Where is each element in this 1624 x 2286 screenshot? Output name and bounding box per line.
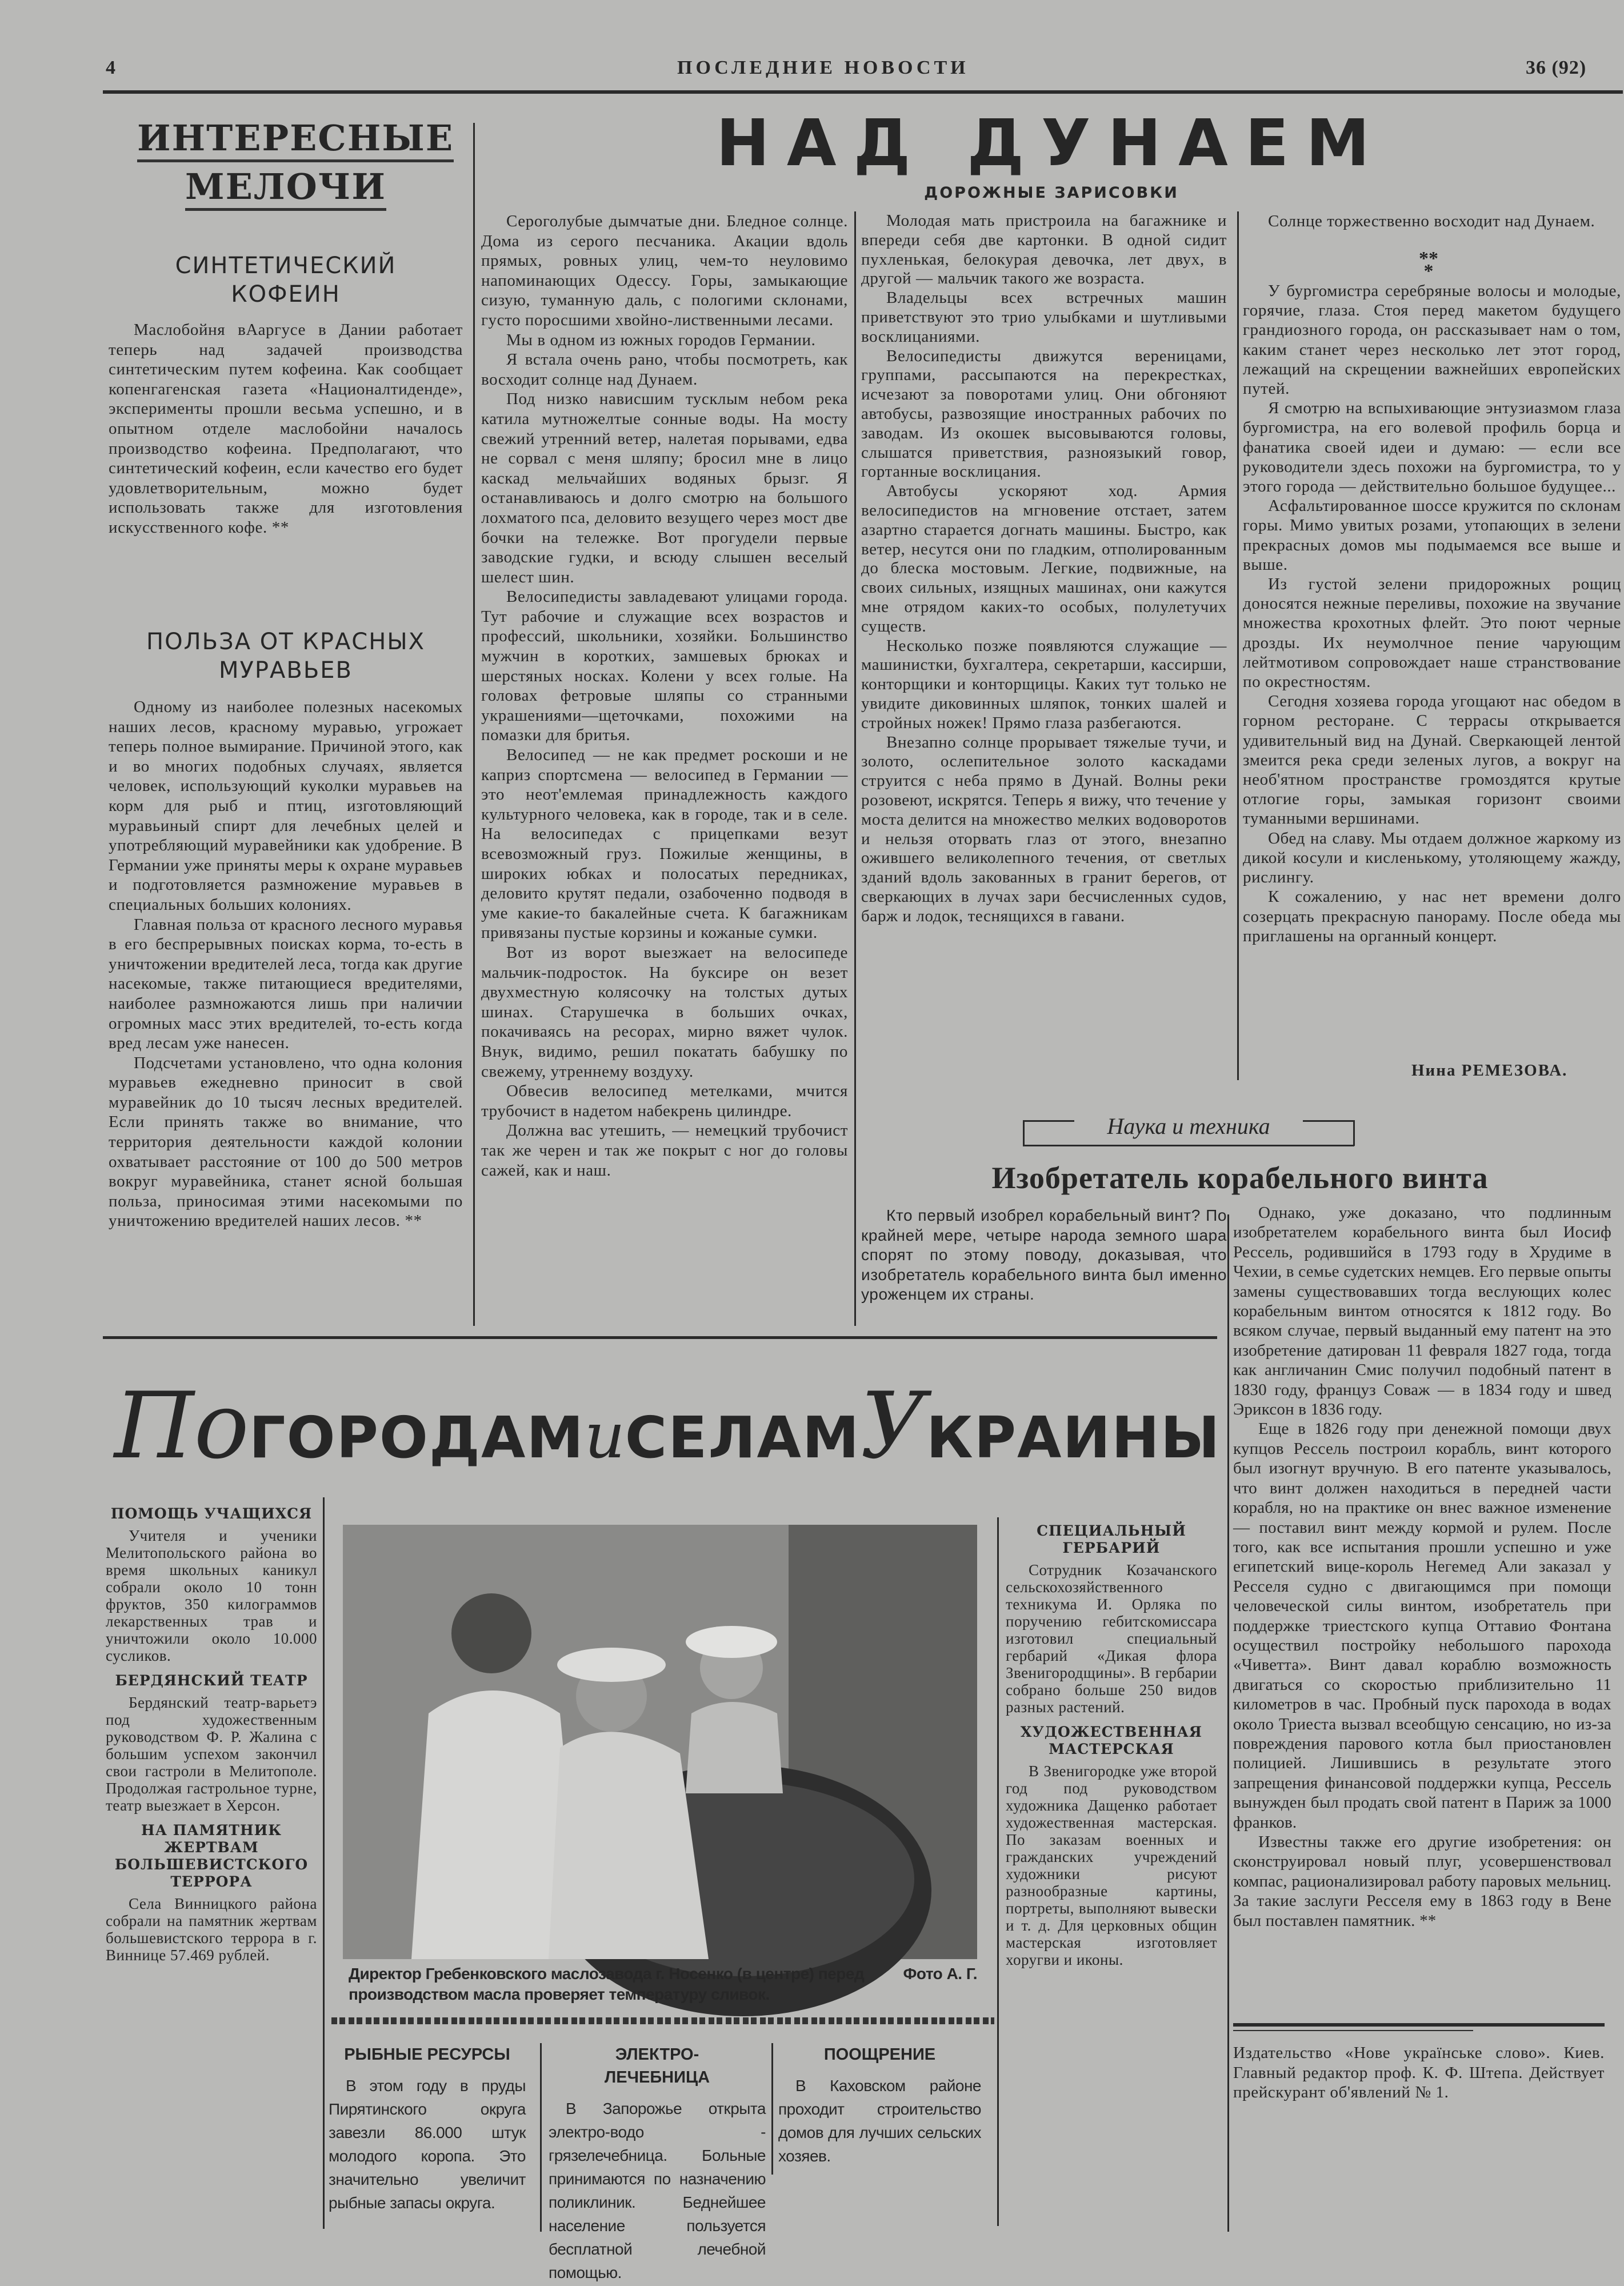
paragraph: Сегодня хозяева города угощают нас обедом в горном ресторане. С террасы открывается удивительный вид на Дунай. Сверкающей лентой змеится река среди зеленых лугов, а вокруг на необ'ятном пространстве громоздятся крутые отлогие горы, замыкая горизонт своими туманными вершинами.: [1243, 692, 1621, 828]
banner-word: ГОРОДАМ: [249, 1404, 585, 1471]
photo-image: [343, 1525, 977, 1959]
rubric-line: МЕЛОЧИ: [185, 166, 386, 211]
article-body: [109, 697, 463, 1326]
newspaper-title: ПОСЛЕДНИЕ НОВОСТИ: [677, 57, 969, 78]
news-column: [778, 2037, 981, 2232]
paragraph: К сожалению, у нас нет времени долго созерцать прекрасную панораму. После обеда мы приглашены на органный концерт.: [1243, 888, 1621, 945]
masthead-rule: [103, 90, 1623, 94]
banner-script: По: [114, 1372, 249, 1479]
paragraph: Солнце торжественно восходит над Дунаем.: [1268, 212, 1595, 230]
paragraph: Маслобойня вАаргусе в Дании работает теперь над задачей производства синтетическим путем кофеина. Как сообщает копенгагенская газета «Националтиденде», эксперименты прошли весьма успешно, и в опытном отделе маслобойни началось производство кофеина. Предполагают, что синтетический кофеин, если качество его будет удовлетворительным, можно будет использовать также для изготовления искусственного кофе. **: [109, 321, 463, 537]
rubric-frame: [1303, 1120, 1354, 1122]
article-title: [109, 628, 463, 685]
article-column: [1233, 1203, 1611, 2017]
paragraph: Вот из ворот выезжает на велосипеде мальчик-подросток. На буксире он везет двухместную колясочку на толстых дутых шинах. Старушечка в больших очках, покачиваясь на ресорах, мирно вяжет чулок. Внук, видимо, решил покатать бабушку по свежему, утреннему воздуху.: [481, 943, 848, 1081]
title-line: КОФЕИН: [231, 281, 341, 307]
news-title: НА ПАМЯТНИК ЖЕРТВАМ БОЛЬШЕВИСТСКОГО ТЕРРОРА: [114, 1822, 309, 1890]
column-rule: [1237, 211, 1239, 1080]
column-rule: [540, 2043, 542, 2232]
paragraph: Велосипедисты завладевают улицами города. Тут рабочие и служащие всех возрастов и профессий, школьники, хозяйки. Большинство мужчин в коротких, замшевых брюках и шерстяных носках. Колени у всех голые. На головах фетровые шляпы со странными украшениями—щеточками, похожими на помазки для бритья.: [481, 588, 848, 745]
article-title: Изобретатель корабельного винта: [991, 1161, 1489, 1195]
news-column: [329, 2037, 526, 2232]
paragraph: Велосипедисты движутся вереницами, группами, рассыпаются на перекрестках, исчезают за поворотами улиц. Они обгоняют автобусы, развозящие иностранных рабочих по заводам. Из окошек высовываются головы, слышатся приветствия, разноязыкий говор, гортанные восклицания.: [861, 346, 1227, 481]
paragraph: Несколько позже появляются служащие — машинистки, бухгалтера, секретарши, кассирши, конторщики и конторщицы. Каких тут только не увидите диковинных шляпок, тонких шалей и стройных ножек! Прямо глаза разбегаются.: [861, 636, 1227, 732]
article-column: [1243, 211, 1621, 253]
news-title: ЭЛЕКТРО-ЛЕЧЕБНИЦА: [604, 2045, 710, 2087]
imprint-text: Издательство «Нове українське слово». Киев. Главный редактор проф. К. Ф. Штепа. Действует прейскурант об'явлений № 1.: [1233, 2044, 1605, 2102]
paragraph: Владельцы всех встречных машин приветствуют это трио улыбками и шутливыми восклицаниями.: [861, 289, 1227, 346]
article-column: [481, 211, 848, 1326]
news-title: ПООЩРЕНИЕ: [823, 2045, 936, 2064]
article-column: [1243, 281, 1621, 1050]
paragraph: Подсчетами установлено, что одна колония муравьев ежедневно приносит в свой муравейник до 10 тысяч лесных вредителей. Если принять также во внимание, что территория деятельности каждой колонии охватывает расстояние от 100 до 500 метров вокруг муравейника, станет ясной большая польза, приносимая этими насекомыми по уничтожению вредителей наших лесов. **: [109, 1053, 463, 1230]
news-title: БЕРДЯНСКИЙ ТЕАТР: [115, 1672, 308, 1689]
title-line: ПОЛЬЗА ОТ КРАСНЫХ: [146, 629, 426, 655]
banner-word: КРАИНЫ: [926, 1404, 1221, 1471]
paragraph: Главная польза от красного лесного муравья в его беспрерывных поисках корма, то-есть в уничтожении вредителей леса, тогда как другие насекомые, также питающиеся вредителями, наиболее размножаются лишь при наличии огромных масс этих вредителей, то-есть когда вред лесам уже нанесен.: [109, 915, 463, 1053]
paragraph: Мы в одном из южных городов Германии.: [506, 330, 816, 349]
news-text: Бердянский театр-варьетэ под художественным руководством Ф. Р. Жалина с большим успехом закончил свои гастроли в Мелитополе. Продолжая гастрольное турне, театр выезжает в Херсон.: [106, 1694, 317, 1814]
news-text: В этом году в пруды Пирятинского округа завезли 86.000 штук молодого коропа. Это значительно увеличит рыбные запасы округа.: [329, 2077, 526, 2212]
news-title: РЫБНЫЕ РЕСУРСЫ: [344, 2045, 510, 2064]
paragraph: Из густой зелени придорожных рощиц доносятся нежные переливы, похожие на звучание множества крохотных флейт. Это поют черные дрозды. Их неумолчное пение чарующим лейтмотивом сопровождает наше странствование по окрестностям.: [1243, 575, 1621, 692]
photo: [343, 1525, 977, 1959]
page-number: 4: [106, 57, 119, 78]
rubric-frame: [1023, 1120, 1074, 1122]
rubric-title: [137, 117, 454, 211]
paragraph: Внезапно солнце прорывает тяжелые тучи, и золото, ослепительное золото каскадами струится с неба прямо в Дунай. Волны реки розовеют, искрятся. Теперь я вижу, что течение у моста делится на множество мелких водоворотов и нельзя оторвать глаз от этого, внезапно ожившего великолепного течения, от светлых зданий вдоль закованных в гранит берегов, от сверкающих в лучах зари бесчисленных судов, барж и лодок, теснящихся в гавани.: [861, 733, 1227, 925]
news-text: В Звенигородке уже второй год под руководством художника Дащенко работает художественная мастерская. По заказам военных и гражданских учреждений художники рисуют разнообразные картины, портреты, выполняют вывески и т. д. Для церковных общин мастерская изготовляет хоругви и иконы.: [1006, 1763, 1217, 1968]
news-column: [106, 1497, 317, 2235]
column-rule: [473, 123, 475, 1326]
paragraph: Велосипед — не как предмет роскоши и не каприз спортсмена — велосипед в Германии — это неот'емлемая принадлежность каждого культурного человека, как в городе, так и в селе. На велосипедах с прицепками везут всевозможный груз. Пожилые женщины, в широких юбках и полосатых передниках, деловито крутят педали, озабоченно подводя в уме какие-то бакалейные счета. К багажникам привязаны пустые корзины и кожаные сумки.: [481, 746, 848, 942]
paragraph: Обед на славу. Мы отдаем должное жаркому из дикой косули и кисленькому, утоляющему жажду, рислингу.: [1243, 829, 1621, 887]
news-title: ХУДОЖЕСТВЕННАЯ МАСТЕРСКАЯ: [1021, 1724, 1202, 1757]
banner-word: СЕЛАМ: [625, 1404, 861, 1471]
rubric-line: ИНТЕРЕСНЫЕ: [137, 117, 454, 162]
news-text: Села Винницкого района собрали на памятник жертвам большевистского террора в г. Виннице 57.469 рублей.: [106, 1895, 317, 1964]
section-rule: [103, 1336, 1217, 1339]
imprint-rule: [1233, 2023, 1605, 2027]
paragraph: Автобусы ускоряют ход. Армия велосипедистов на мгновение отстает, затем азартно старается догнать машины. Быстро, как ветер, несутся они по гладким, отполированным до блеска мостовым. Легкие, подвижные, на своих сильных, изящных машинах, они кажутся мне отрядом каких-то особых, полулетучих существ.: [861, 482, 1227, 636]
news-column: [1006, 1514, 1217, 2235]
paragraph: Я смотрю на вспыхивающие энтузиазмом глаза бургомистра, на его волевой профиль борца и фанатика своей идеи и думаю: — если все руководители здесь похожи на бургомистра, то у этого города — действительно большое будущее...: [1243, 399, 1621, 496]
rubric-label: Наука и техника: [1107, 1113, 1270, 1139]
article-subtitle: ДОРОЖНЫЕ ЗАРИСОВКИ: [924, 184, 1179, 202]
author-byline: Нина РЕМЕЗОВА.: [1411, 1061, 1568, 1080]
article-title: НАД ДУНАЕМ: [716, 106, 1387, 181]
paragraph: Молодая мать пристроила на багажнике и впереди себя две картонки. В одной сидит пухленькая, белокурая девочка, лет двух, в другой — мальчик такого же возраста.: [861, 211, 1227, 288]
rubric-frame: [1353, 1120, 1355, 1146]
paragraph: Сероголубые дымчатые дни. Бледное солнце. Дома из серого песчаника. Акации вдоль прямых, ровных улиц, чем-то неуловимо напоминающих Одессу. Горы, замыкающие сизую, туманную даль, с пологими склонами, густо поросшими хвойно-лиственными лесами.: [481, 212, 848, 329]
news-title: СПЕЦИАЛЬНЫЙ ГЕРБАРИЙ: [1037, 1522, 1186, 1556]
paragraph: Еще в 1826 году при денежной помощи двух купцов Рессель построил корабль, винт которого был изогнут вручную. В его патенте указывалось, что винт должен находиться в передней части корабля, но на практике он внес важное изменение — поставил винт между кормой и рулем. После того, как все испытания прошли успешно и уже египетский вице-король Негемед Али заказал у Ресселя судно с двигающимся при помощи человеческой силы винтом, изобретатель при поддержке триестского купца Оттавио Фонтана осуществил постройку небольшого парохода «Чиветта». Винт давал кораблю возможность двигаться со скоростью приблизительно 11 километров в час. Пробный пуск парохода в водах около Триеста вызвал всеобщую сенсацию, но из-за повреждения парового котла был приостановлен полицией. Лишившись в результате этого запрещения финансовой поддержки купца, Рессель вынужден был продать свой патент в Париж за 1000 франков.: [1233, 1420, 1611, 1832]
article-title: [109, 251, 463, 309]
article-column: [861, 1206, 1227, 1326]
issue-number: 36 (92): [1526, 57, 1587, 78]
column-rule: [771, 2043, 773, 2175]
banner-script: У: [860, 1372, 927, 1479]
column-rule: [854, 211, 856, 1326]
article-body: [109, 320, 463, 617]
decorative-rule: [331, 2017, 994, 2024]
news-text: В Каховском районе проходит строительство домов для лучших сельских хозяев.: [778, 2077, 981, 2165]
paragraph: Одному из наиболее полезных насекомых наших лесов, красному муравью, угрожает теперь полное вымирание. Причиной этого, как и во многих подобных случаях, является человек, использующий куколки муравьев на корм для рыб и птиц, изготовляющий муравьиный спирт для лечебных целей и употребляющий муравейники как удобрение. В Германии уже приняты меры к охране муравьев и подготовляется размножение муравьев в специальных больших колониях.: [109, 698, 463, 914]
rubric-frame: [1023, 1145, 1354, 1146]
title-line: МУРАВЬЕВ: [219, 657, 353, 684]
separator-stars: ** *: [1419, 248, 1438, 282]
column-rule: [323, 1497, 325, 2229]
column-rule: [997, 1517, 999, 2226]
paragraph: Обвесив велосипед метелками, мчится трубочист в надетом набекрень цилиндре.: [481, 1082, 848, 1120]
banner-script: и: [584, 1399, 625, 1472]
news-column: [549, 2037, 766, 2281]
rubric-frame: [1023, 1120, 1025, 1146]
photo-caption: [349, 1964, 977, 2005]
paragraph: Должна вас утешить, — немецкий трубочист так же черен и так же покрыт с ног до головы сажей, как и наш.: [481, 1121, 848, 1180]
section-banner: [114, 1369, 1221, 1489]
paragraph: Асфальтированное шоссе кружится по склонам горы. Мимо увитых розами, утопающих в зелени прекрасных домов мы подымаемся все выше и выше.: [1243, 497, 1621, 574]
news-text: Сотрудник Козачанского сельскохозяйственного техникума И. Орляка по поручению гебитскомиссара изготовил специальный гербарий «Дикая флора Звенигородщины». В гербарии собрано больше 250 видов разных растений.: [1006, 1561, 1217, 1716]
title-line: СИНТЕТИЧЕСКИЙ: [175, 253, 397, 279]
photo-credit: Фото А. Г.: [903, 1965, 977, 1983]
paragraph: Кто первый изобрел корабельный винт? По крайней мере, четыре народа земного шара спорят по этому поводу, доказывая, что изобретатель корабельного винта был именно уроженцем их страны.: [861, 1206, 1227, 1304]
news-title: ПОМОЩЬ УЧАЩИХСЯ: [110, 1505, 313, 1522]
imprint-rule: [1233, 2030, 1473, 2031]
article-column: [861, 211, 1227, 1080]
caption-text: Директор Гребенковского маслозавода г. Носенко (в центре) перед производством масла проверяет температуру сливок.: [349, 1965, 865, 2003]
paragraph: Я встала очень рано, чтобы посмотреть, как восходит солнце над Дунаем.: [481, 350, 848, 389]
news-text: В Запорожье открыта электро-водо - грязелечебница. Больные принимаются по назначению поликлиник. Беднейшее население пользуется бесплатной лечебной помощью.: [549, 2100, 766, 2281]
news-text: Учителя и ученики Мелитопольского района во время школьных каникул собрали около 10 тонн фруктов, 350 килограммов лекарственных трав и уничтожили около 10.000 сусликов.: [106, 1527, 317, 1664]
imprint: [1233, 2043, 1605, 2146]
column-rule: [1227, 1214, 1229, 2232]
paragraph: Известны также его другие изобретения: он сконструировал новый плуг, усовершенствовал компас, рационализировал работу паровых мельниц. За такие заслуги Ресселя ему в 1863 году в Вене был поставлен памятник. **: [1233, 1833, 1611, 1930]
paragraph: Однако, уже доказано, что подлинным изобретателем корабельного винта был Иосиф Рессель, родившийся в 1793 году в Хрудиме в Чехии, в семье судетских немцев. Его первые опыты замены существовавших тогда веслующих колес корабельным винтом относятся к 1812 году. Во всяком случае, первый выданный ему патент на это изобретение датирован 11 февраля 1827 года, тогда как англичанин Смис получил подобный патент в 1830 году, француз Соваж — в 1834 году и швед Эриксон в 1836 году.: [1233, 1204, 1611, 1419]
paragraph: У бургомистра серебряные волосы и молодые, горячие, глаза. Стоя перед макетом будущего грандиозного города, он рассказывает нам о том, каким станет через несколько лет этот город, лежащий на скрещении важнейших европейских путей.: [1243, 282, 1621, 398]
paragraph: Под низко нависшим тусклым небом река катила мутножелтые сонные воды. На мосту свежий утренний ветер, налетая порывами, едва не сорвал с меня шляпу; бросил мне в лицо каскад мельчайших водяных брызг. Я останавливаюсь и долго смотрю на большого лохматого пса, деловито везущего через мост две бочки на тележке. Вот прогудели первые заводские гудки, и всюду слышен веселый шелест шин.: [481, 390, 848, 586]
